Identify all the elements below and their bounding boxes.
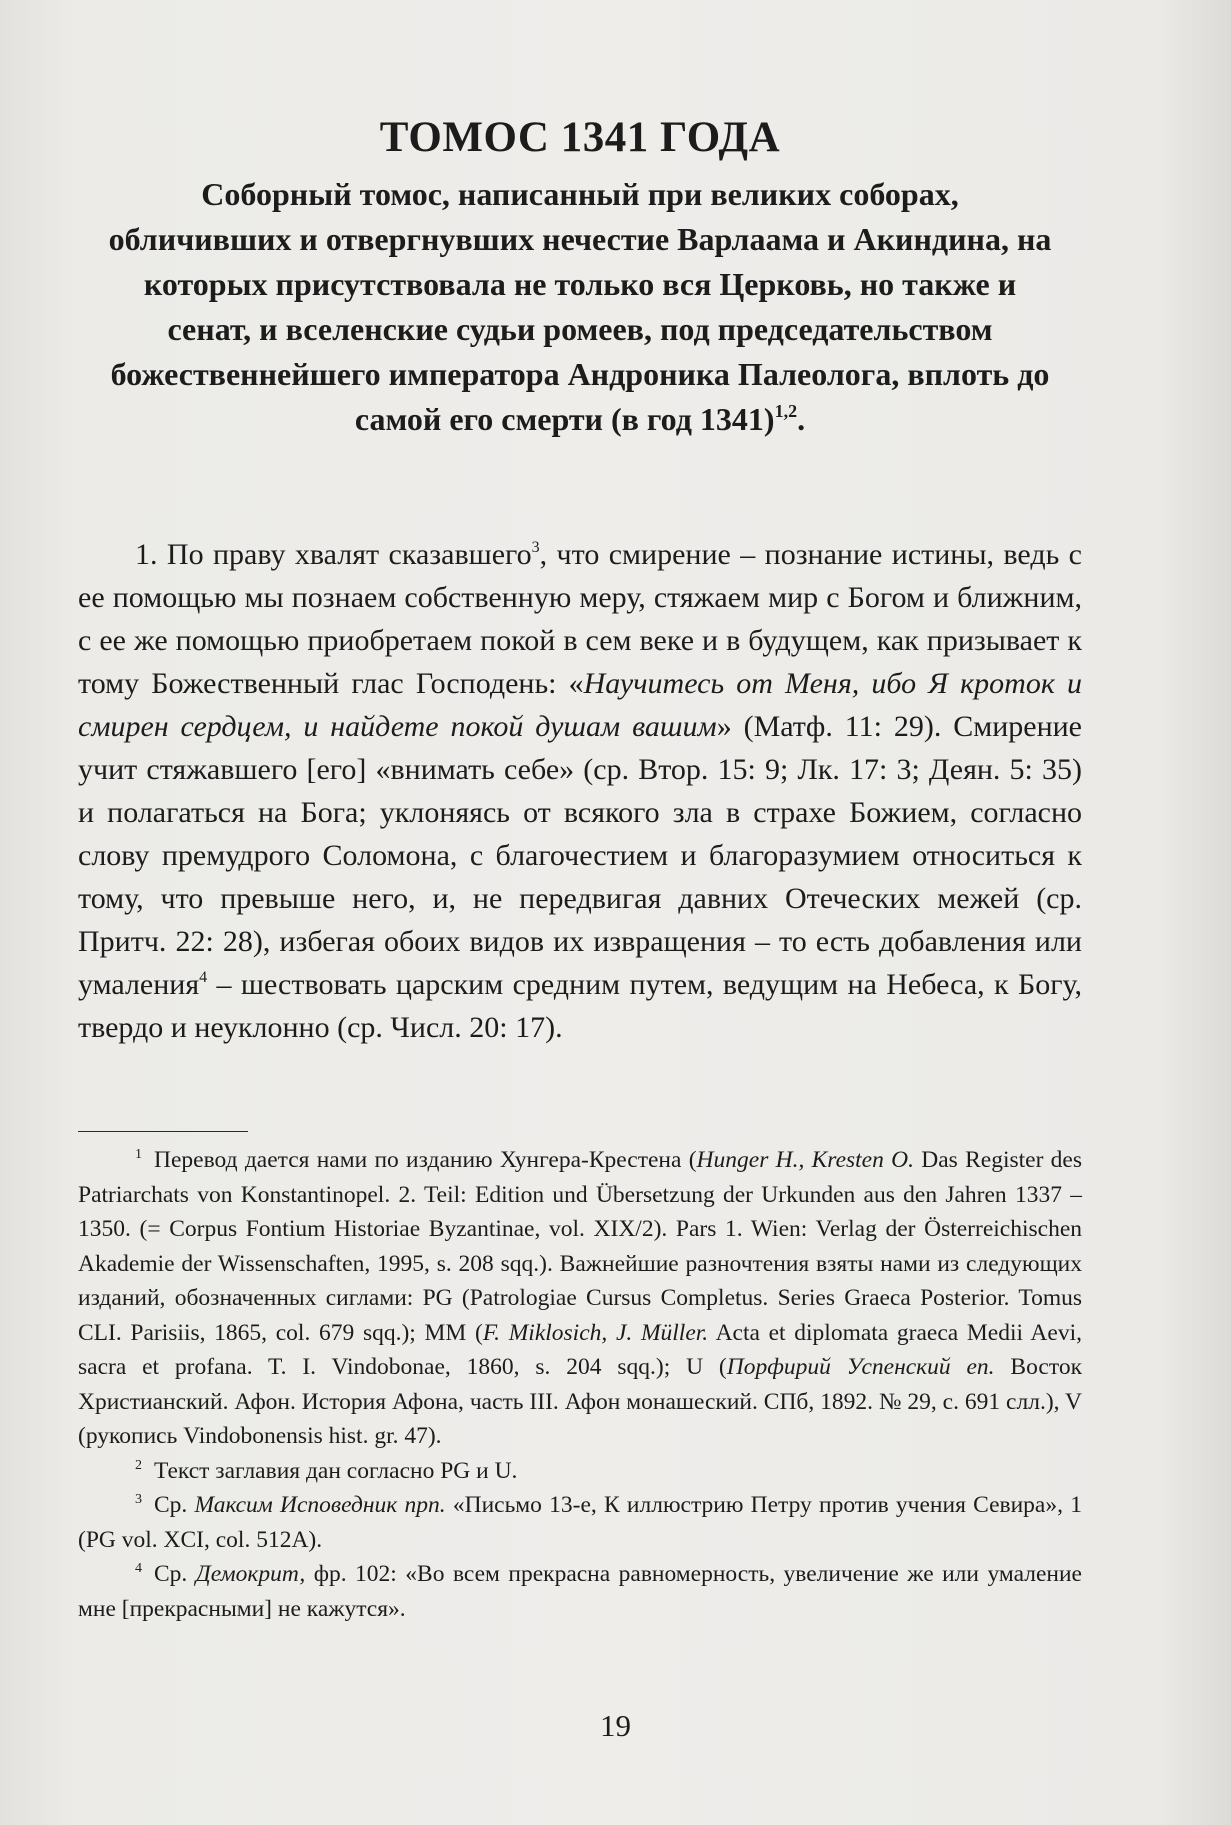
subtitle-footnote-ref[interactable]: 1,2 <box>774 401 798 421</box>
subtitle <box>108 172 1052 442</box>
footnote-ref-3[interactable]: 3 <box>531 539 540 556</box>
paragraph-text: 1. По праву хвалят сказавшего <box>135 538 532 571</box>
footnote-author: Hunger H., Kresten O. <box>696 1147 914 1173</box>
footnote-divider <box>78 1131 248 1132</box>
footnote-text: Восток Христианский. Афон. История Афона, часть III. Афон монашеский. СПб, 1892. № 29, с. 691 слл.), V (рукопись Vindobonensis hist. gr. 47). <box>78 1354 1082 1449</box>
footnote-text: Ср. <box>154 1561 196 1587</box>
footnote-text: Ср. <box>154 1492 195 1518</box>
footnote-text: Перевод дается нами по изданию Хунгера-Крестена ( <box>154 1147 697 1173</box>
footnote-ref-4[interactable]: 4 <box>199 969 208 986</box>
footnote-author: Демокрит, <box>195 1561 306 1587</box>
footnote-2 <box>78 1454 1082 1489</box>
paragraph-text: – шествовать царским средним путем, ведущим на Небеса, к Богу, твердо и неуклонно (ср. Числ. 20: 17). <box>78 968 1082 1044</box>
footnote-1 <box>78 1143 1082 1454</box>
footnote-text: «Письмо 13-е, К иллюстрию Петру против учения Севира», 1 (PG vol. XCI, col. 512A). <box>78 1492 1082 1553</box>
footnote-author: F. Miklosich, J. Müller. <box>482 1319 709 1346</box>
gospel-quote: Научитесь от Меня, ибо Я кроток и смирен сердцем, и найдете покой душам вашим <box>78 667 1082 743</box>
footnote-number: 2 <box>135 1457 142 1473</box>
subtitle-end: . <box>797 401 806 437</box>
footnote-number: 1 <box>135 1147 142 1162</box>
paragraph-text: » (Матф. 11: 29). Смирение учит стяжавшего [его] «внимать себе» (ср. Втор. 15: 9; Лк. 17: 3; Деян. 5: 35) и полагаться на Бога; уклоняясь от всякого зла в страхе Божием, согласно слову премудрого Соломона, с благочестием и благоразумием относиться к тому, что превыше него, и, не передвигая давних Отеческих межей (ср. Притч. 22: 28), избегая обоих видов их извращения – то есть добавления или умаления <box>78 710 1082 1001</box>
footnote-text: Das Register des Patriarchats von Konstantinopel. 2. Teil: Edition und Übersetzung der Urkunden aus den Jahren 1337 – 1350. (= Corpus Fontium Historiae Byzantinae, vol. XIX/2). Pars 1. Wien: Verlag der Österreichischen Akademie der Wissenschaften, 1995, s. 208 sqq.). Важнейшие разночтения взяты нами из следующих изданий, обозначенных сиглами: PG (Patrologiae Cursus Completus. Series Graeca Posterior. Tomus CLI. Parisiis, 1865, col. 679 sqq.); MM ( <box>78 1147 1083 1346</box>
title-block <box>78 112 1082 442</box>
footnote-3 <box>78 1488 1082 1557</box>
page-number: 19 <box>600 1708 631 1743</box>
footnote-text: Текст заглавия дан согласно PG и U. <box>154 1457 518 1484</box>
subtitle-text: Соборный томос, написанный при великих соборах, обличивших и отвергнувших нечестие Варлаама и Акиндина, на которых присутствовала не только вся Церковь, но также и сенат, и вселенские судьи ромеев, под председательством божественнейшего императора Андроника Палеолога, вплоть до самой его смерти (в год 1341) <box>108 176 1052 437</box>
page-title: ТОМОС 1341 ГОДА <box>379 114 781 161</box>
footnote-author: Порфирий Успенский еп. <box>726 1354 995 1380</box>
footnote-number: 4 <box>135 1561 142 1576</box>
footnote-4 <box>78 1557 1082 1626</box>
main-paragraph <box>78 533 1082 1049</box>
footnote-text: Acta et diplomata graeca Medii Aevi, sacra et profana. T. I. Vindobonae, 1860, s. 204 sqq.); U ( <box>78 1319 1082 1380</box>
footnote-text: фр. 102: «Во всем прекрасна равномерность, увеличение же или умаление мне [прекрасными] не кажутся». <box>78 1561 1082 1622</box>
footnote-author: Максим Исповедник прп. <box>194 1492 446 1518</box>
footnotes <box>78 1143 1082 1626</box>
paragraph-text: , что смирение – познание истины, ведь с ее помощью мы познаем собственную меру, стяжаем мир с Богом и ближним, с ее же помощью приобретаем покой в сем веке и в будущем, как призывает к тому Божественный глас Господень: « <box>78 538 1082 700</box>
footnote-number: 3 <box>135 1492 142 1507</box>
